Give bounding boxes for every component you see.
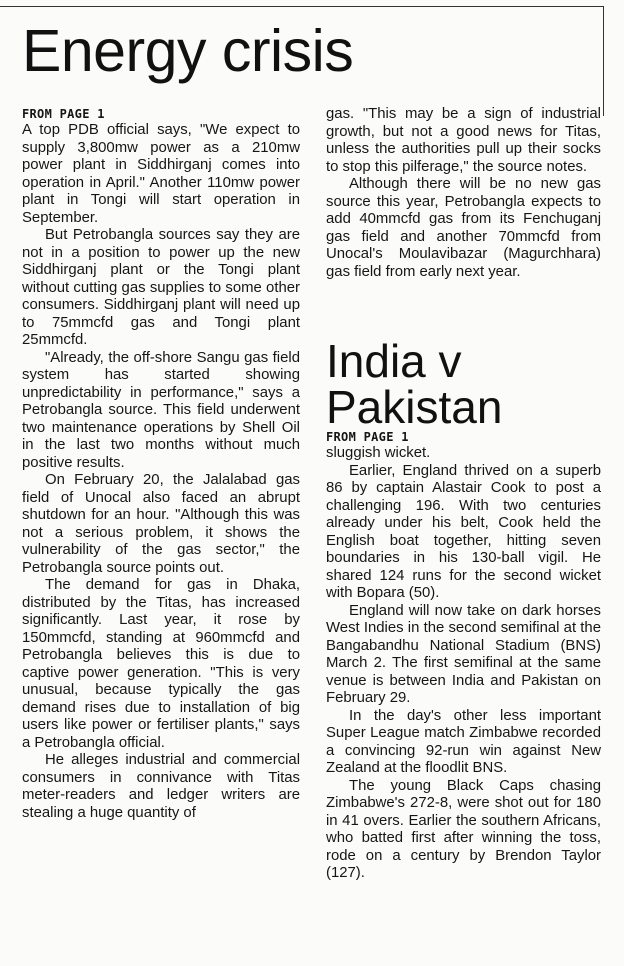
article-paragraph: gas. "This may be a sign of industrial growth, but not a good news for Titas, unless the authorities pull up their socks to stop this pilferage," the source notes.	[326, 106, 601, 175]
article-paragraph: "Already, the off-shore Sangu gas field system has started showing unpredictability in performance," says a Petrobangla source. This field underwent two maintenance operations by Shell Oil in the last two months without much positive results.	[22, 349, 300, 471]
from-page-1-kicker: FROM PAGE 1	[22, 107, 105, 121]
india-v-pakistan-column	[326, 430, 601, 883]
energy-crisis-headline: Energy crisis	[22, 18, 354, 84]
headline-line: India v	[326, 335, 462, 387]
article-paragraph: Earlier, England thrived on a superb 86 by captain Alastair Cook to post a challenging 196. With two centuries already under his belt, Cook held the English boat together, hitting seven boundaries in his 130-ball vigil. He shared 124 runs for the second wicket with Bopara (50).	[326, 462, 601, 601]
article-paragraph: The young Black Caps chasing Zimbabwe's 272-8, were shot out for 180 in 41 overs. Earlier the southern Africans, who batted first after winning the toss, rode on a century by Brendon Taylor (127).	[326, 777, 601, 881]
from-page-1-kicker: FROM PAGE 1	[326, 430, 409, 444]
article-paragraph: The demand for gas in Dhaka, distributed by the Titas, has increased significantly. Last year, it rose by 150mmcfd, standing at 960mmcfd and Petrobangla believes this is due to captive power generation. "This is very unusual, because typically the gas demand rises due to installation of big users like power or fertiliser plants," says a Petrobangla official.	[22, 577, 300, 751]
article-paragraph: England will now take on dark horses West Indies in the second semifinal at the Bangabandhu National Stadium (BNS) March 2. The first semifinal at the same venue is between India and Pakistan on February 29.	[326, 602, 601, 706]
article-paragraph: Although there will be no new gas source this year, Petrobangla expects to add 40mmcfd gas from its Fenchuganj gas field and another 70mmcfd from Unocal's Moulavibazar (Magurchhara) gas field from early next year.	[326, 176, 601, 280]
article-paragraph: A top PDB official says, "We expect to supply 3,800mw power as a 210mw power plant in Siddhirganj comes into operation in April." Another 110mw power plant in Tongi will start operation in September.	[22, 122, 300, 226]
energy-crisis-column-2	[326, 106, 601, 281]
article-paragraph: On February 20, the Jalalabad gas field of Unocal also faced an abrupt shutdown for an hour. "Although this was not a serious problem, it shows the vulnerability of the gas sector," the Petrobangla source points out.	[22, 472, 300, 576]
headline-line: Pakistan	[326, 381, 503, 433]
article-paragraph: But Petrobangla sources say they are not in a position to power up the new Siddhirganj plant or the Tongi plant without cutting gas supplies to some other consumers. Siddhirganj plant will need up to 75mmcfd gas and Tongi plant 25mmcfd.	[22, 227, 300, 348]
india-v-pakistan-headline	[326, 335, 503, 433]
article-paragraph: He alleges industrial and commercial consumers in connivance with Titas meter-readers and ledger writers are stealing a huge quantity of	[22, 752, 300, 821]
energy-crisis-column-1	[22, 107, 300, 822]
top-border-rule	[0, 6, 604, 7]
article-paragraph: In the day's other less important Super League match Zimbabwe recorded a convincing 92-run win against New Zealand at the floodlit BNS.	[326, 707, 601, 776]
right-border-rule	[603, 6, 604, 116]
article-paragraph: sluggish wicket.	[326, 445, 431, 461]
